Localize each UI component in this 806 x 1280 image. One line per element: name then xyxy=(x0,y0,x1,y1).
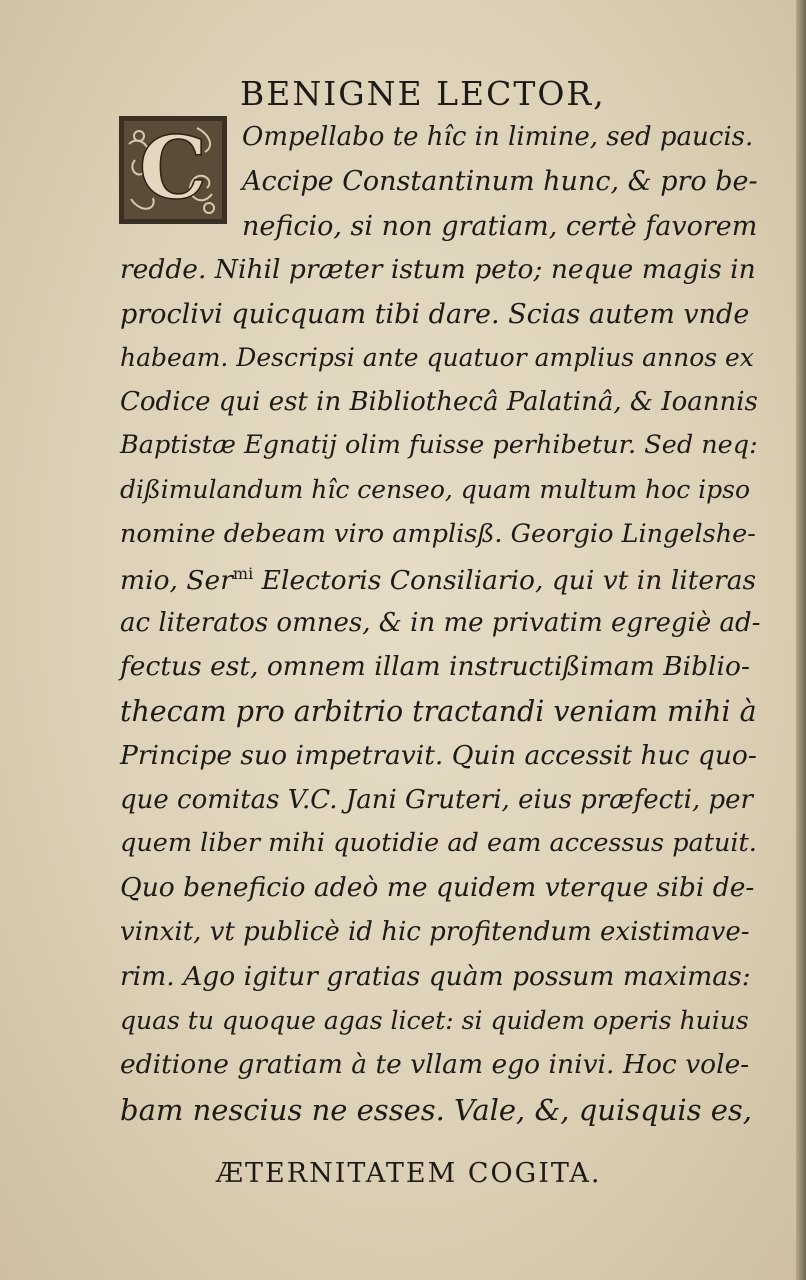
text-line-20: rim. Ago igitur gratias quàm possum maximas: xyxy=(120,961,751,992)
text-line-14: thecam pro arbitrio tractandi veniam mihi à xyxy=(120,695,757,728)
text-line-22: editione gratiam à te vllam ego inivi. Hoc vole- xyxy=(120,1049,750,1080)
text-line-5: proclivi quicquam tibi dare. Scias autem vnde xyxy=(120,299,750,330)
text-line-16: que comitas V.C. Jani Gruteri, eius præfecti, per xyxy=(120,785,753,815)
text-line-7: Codice qui est in Bibliothecâ Palatinâ, & Ioannis xyxy=(120,387,758,417)
superscript-mi: mi xyxy=(232,564,254,583)
text-line-11-start: mio, Ser xyxy=(120,564,233,596)
page-footer-motto: ÆTERNITATEM COGITA. xyxy=(216,1158,602,1189)
initial-letter: C xyxy=(138,118,208,219)
text-line-19: vinxit, vt publicè id hic profitendum existimave- xyxy=(120,917,750,947)
text-line-6: habeam. Descripsi ante quatuor amplius annos ex xyxy=(120,343,754,372)
text-line-23: bam nescius ne esses. Vale, &, quisquis es, xyxy=(120,1093,753,1127)
text-line-4: redde. Nihil præter istum peto; neque magis in xyxy=(120,254,756,285)
page-edge-shadow xyxy=(796,0,806,1280)
text-line-9: dißimulandum hîc censeo, quam multum hoc ipso xyxy=(120,475,751,504)
text-line-1: Ompellabo te hîc in limine, sed paucis. xyxy=(242,122,754,152)
text-line-10: nomine debeam viro amplisß. Georgio Lingelshe- xyxy=(120,519,756,549)
text-line-11-rest: Electoris Consiliario, qui vt in literas xyxy=(253,564,757,596)
decorated-initial xyxy=(117,114,229,226)
text-line-3: neficio, si non gratiam, certè favorem xyxy=(242,211,758,242)
text-line-21: quas tu quoque agas licet: si quidem operis huius xyxy=(120,1006,749,1035)
text-line-17: quem liber mihi quotidie ad eam accessus patuit. xyxy=(120,828,757,858)
text-line-13: fectus est, omnem illam instructißimam Biblio- xyxy=(120,651,750,682)
page-heading: BENIGNE LECTOR, xyxy=(240,74,606,113)
text-line-18: Quo beneficio adeò me quidem vterque sibi de- xyxy=(120,872,755,903)
text-line-8: Baptistæ Egnatij olim fuisse perhibetur. Sed neq: xyxy=(120,430,758,460)
text-line-2: Accipe Constantinum hunc, & pro be- xyxy=(242,166,758,197)
text-line-11 xyxy=(120,566,756,594)
ornamental-initial-icon xyxy=(117,114,229,226)
text-line-12: ac literatos omnes, & in me privatim egregiè ad- xyxy=(120,608,761,638)
text-line-15: Principe suo impetravit. Quin accessit huc quo- xyxy=(120,740,757,771)
